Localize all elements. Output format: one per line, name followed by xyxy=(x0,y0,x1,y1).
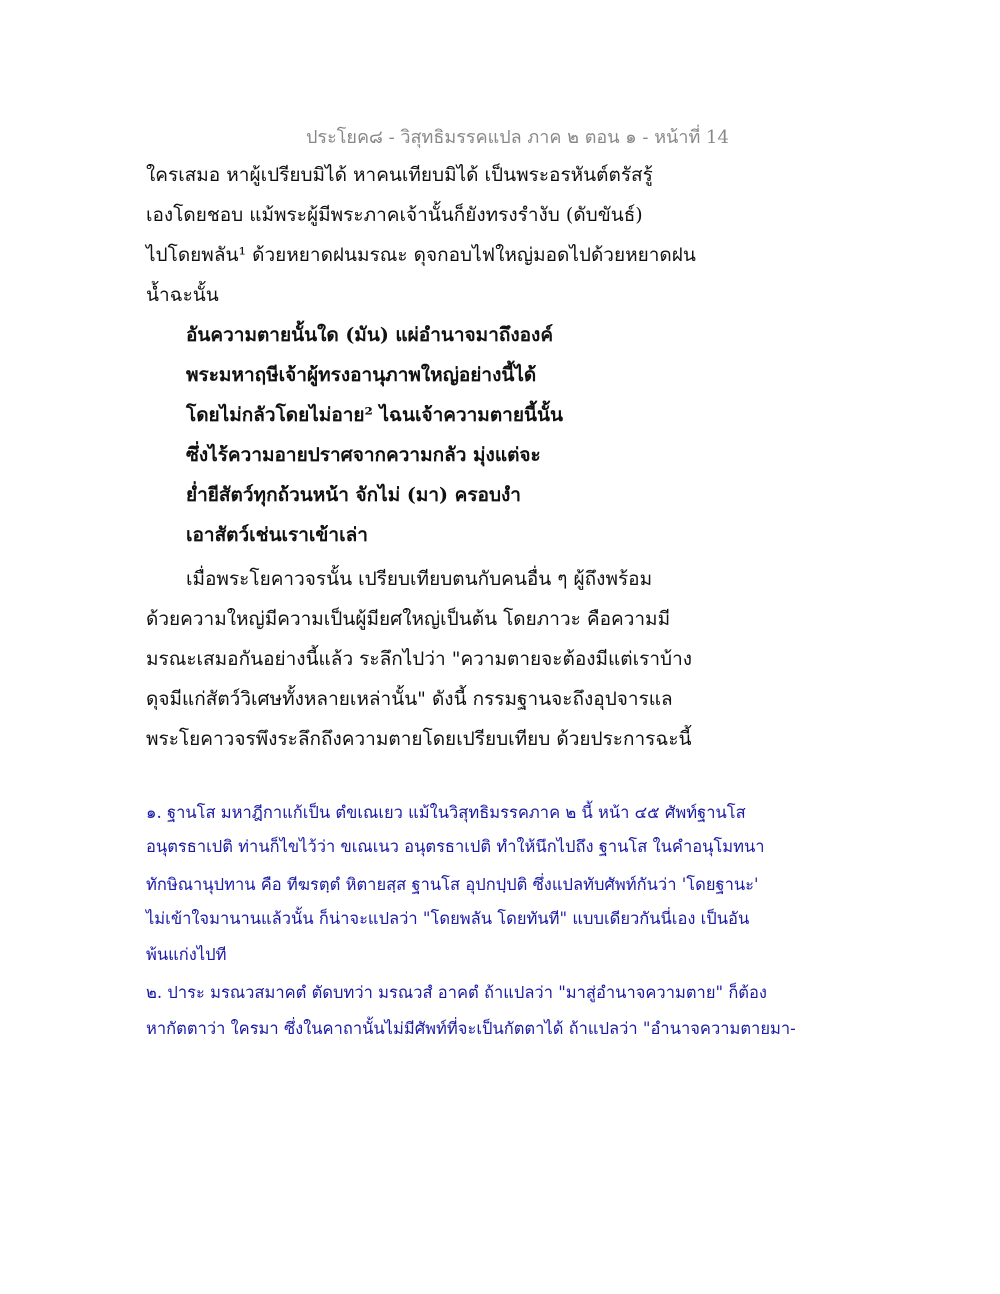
body-line: เมื่อพระโยคาวจรนั้น เปรียบเทียบตนกับคนอื่น ๆ ผู้ถึงพร้อม xyxy=(186,568,653,590)
body-line: เองโดยชอบ แม้พระผู้มีพระภาคเจ้านั้นก็ยังทรงรำงับ (ดับขันธ์) xyxy=(146,204,643,226)
body-line: พระโยคาวจรพึงระลึกถึงความตายโดยเปรียบเทียบ ด้วยประการฉะนี้ xyxy=(146,728,692,750)
footnote-line: ทักษิณานุปทาน คือ ทีฆรตฺตํ หิตายสฺส ฐานโส อุปกปฺปติ ซึ่งแปลทับศัพท์กันว่า 'โดยฐานะ' xyxy=(146,875,759,894)
verse-line: เอาสัตว์เช่นเราเข้าเล่า xyxy=(186,524,368,546)
page-header: ประโยค๘ - วิสุทธิมรรคแปล ภาค ๒ ตอน ๑ - หน้าที่ 14 xyxy=(306,127,729,148)
footnote-line: ๒. ปาระ มรณวสมาคตํ ตัดบทว่า มรณวสํ อาคตํ ถ้าแปลว่า "มาสู่อำนาจความตาย" ก็ต้อง xyxy=(146,983,767,1002)
body-line: ไปโดยพลัน¹ ด้วยหยาดฝนมรณะ ดุจกอบไฟใหญ่มอดไปด้วยหยาดฝน xyxy=(146,244,696,266)
footnote-line: พ้นแก่งไปที xyxy=(146,945,227,964)
verse-line: พระมหาฤษีเจ้าผู้ทรงอานุภาพใหญ่อย่างนี้ได้ xyxy=(186,364,537,386)
body-line: ดุจมีแก่สัตว์วิเศษทั้งหลายเหล่านั้น" ดังนี้ กรรมฐานจะถึงอุปจารแล xyxy=(146,688,673,710)
footnote-line: อนุตรธาเปติ ท่านก็ไขไว้ว่า ขเณเนว อนุตรธาเปติ ทำให้นึกไปถึง ฐานโส ในคำอนุโมทนา xyxy=(146,837,765,856)
body-line: ใครเสมอ หาผู้เปรียบมิได้ หาคนเทียบมิได้ เป็นพระอรหันต์ตรัสรู้ xyxy=(146,164,653,186)
body-line: มรณะเสมอกันอย่างนี้แล้ว ระลึกไปว่า "ความตายจะต้องมีแต่เราบ้าง xyxy=(146,648,693,670)
verse-line: โดยไม่กลัวโดยไม่อาย² ไฉนเจ้าความตายนี้นั้น xyxy=(186,404,563,426)
verse-line: ซึ่งไร้ความอายปราศจากความกลัว มุ่งแต่จะ xyxy=(186,444,541,466)
body-line: ด้วยความใหญ่มีความเป็นผู้มียศใหญ่เป็นต้น โดยภาวะ คือความมี xyxy=(146,608,671,630)
verse-line: ย่ำยีสัตว์ทุกถ้วนหน้า จักไม่ (มา) ครอบงำ xyxy=(186,484,521,506)
footnote-line: ไม่เข้าใจมานานแล้วนั้น ก็น่าจะแปลว่า "โดยพลัน โดยทันที" แบบเดียวกันนี่เอง เป็นอัน xyxy=(146,909,750,928)
footnote-line: หากัตตาว่า ใครมา ซึ่งในคาถานั้นไม่มีศัพท์ที่จะเป็นกัตตาได้ ถ้าแปลว่า "อำนาจความตายมา- xyxy=(146,1019,796,1038)
footnote-line: ๑. ฐานโส มหาฎีกาแก้เป็น ตํขเณเยว แม้ในวิสุทธิมรรคภาค ๒ นี้ หน้า ๔๕ ศัพท์ฐานโส xyxy=(146,803,746,822)
body-line: น้ำฉะนั้น xyxy=(146,284,219,306)
verse-line: อันความตายนั้นใด (มัน) แผ่อำนาจมาถึงองค์ xyxy=(186,324,554,346)
